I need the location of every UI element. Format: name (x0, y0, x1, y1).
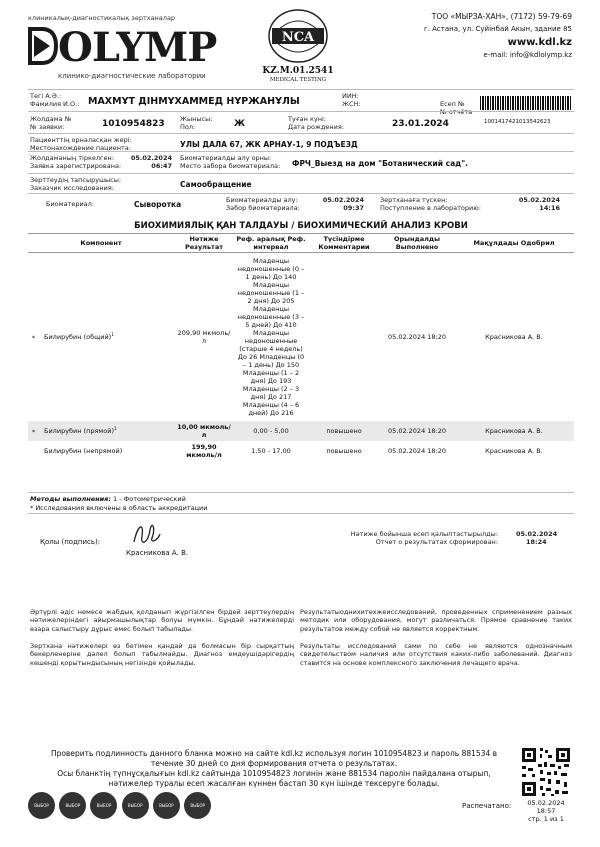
signature-scribble-icon (130, 516, 164, 550)
component-cell: Билирубин (непрямой) (44, 447, 123, 456)
comment-cell: повышено (326, 447, 362, 455)
col-header-result: Нәтиже Результат (174, 234, 234, 253)
table-row (28, 421, 574, 441)
signature-label: Қолы (подпись): (40, 538, 101, 546)
page-number: стр. 1 из 1 (528, 815, 564, 823)
col-header-component: Компонент (28, 234, 174, 253)
col-header-comment: Түсіндірме Комментарии (308, 234, 380, 253)
done-cell: 05.02.2024 18:20 (387, 447, 446, 455)
verification-text (28, 749, 520, 789)
collected-datetime: 05.02.2024 09:37 (322, 196, 364, 212)
divider (28, 151, 574, 152)
divider (28, 89, 574, 90)
col-header-approved: Мақұлдады Одобрил (454, 234, 574, 253)
printed-label: Распечатано: (462, 802, 512, 810)
verification-ru-line-1: Проверить подлинность данного бланка можно на сайте kdl.kz используя логин 1010954823 и пароль 881534 в (50, 749, 498, 758)
award-badge-icon: ВЫБОР ГОДА (90, 792, 117, 819)
company-address: г. Астана, ул. Суйінбай Акын, здание 85 (424, 25, 572, 33)
location-label: Пациенттің орналасқан жері: Местонахождение пациента: (30, 136, 132, 152)
biomaterial: Сыворотка (134, 200, 182, 209)
sex-label: Жынысы: Пол: (180, 115, 213, 131)
logo-d-mark (28, 27, 58, 65)
company-name: ТОО «МЫРЗА-ХАН», (7172) 59-79-69 (431, 12, 572, 21)
divider (28, 513, 574, 514)
company-website[interactable]: www.kdl.kz (507, 37, 572, 48)
approved-cell: Красникова А. В. (485, 333, 543, 341)
col-header-done: Орындалды Выполнено (380, 234, 454, 253)
printed-date: 05.02.2024 (527, 799, 565, 807)
verification-kz-line-1: Осы бланктің түпнұсқалығын kdl.kz сайтында 1010954823 логинін және 881534 паролін пайдалана отырып, (57, 769, 491, 778)
result-cell: 10,00 мкмоль/л (174, 421, 234, 441)
received-label: Зертханаға түскен: Поступление в лабораторию: (380, 196, 481, 212)
table-header-row (28, 234, 574, 253)
biomaterial-label: Биоматериал: (46, 200, 95, 208)
disclaimer-ru-1: Результатыоднихитехжеисследований, проведенных сприменением разных методик или оборудования, могут различаться. Прямое сравнение таких результатов между собой не является корректным. (300, 608, 572, 633)
divider (28, 111, 574, 112)
accreditation-emblem-icon (266, 6, 330, 66)
name-label: Тегі А.Ә.: Фамилия И.О.: (30, 92, 80, 108)
qr-code-icon (520, 746, 572, 798)
collection-place-label: Биоматериалды алу орны: Место забора биоматериала: (180, 154, 281, 170)
logo-name: OLYMP (58, 24, 217, 71)
barcode (480, 96, 572, 110)
comment-cell: повышено (308, 421, 380, 441)
logo (28, 24, 216, 71)
comment-cell (308, 253, 380, 422)
iin-label: ИИН: ЖСН: (342, 92, 361, 108)
customer: Самообращение (180, 180, 252, 189)
table-row (28, 253, 574, 422)
approved-cell: Красникова А. В. (485, 447, 543, 455)
collection-place: ФРЧ_Выезд на дом "Ботанический сад". (292, 159, 468, 168)
dob-label: Туған күні: Дата рождения: (288, 115, 344, 131)
done-cell: 05.02.2024 18:20 (387, 333, 446, 341)
award-badge-icon: ВЫБОР ГОДА (59, 792, 86, 819)
logo-top-text: клиникалық-диагностикалық зертханалар (28, 14, 176, 22)
printed-info (520, 799, 572, 823)
contacts (332, 12, 572, 59)
approved-cell: Красникова А. В. (454, 421, 574, 441)
award-badge-icon: ВЫБОР ГОДА (184, 792, 211, 819)
order-label: Жолдама № № заявки: (30, 115, 72, 131)
company-email[interactable]: e-mail: info@kdlolymp.kz (483, 51, 572, 59)
reference-cell: Младенцы недоношенные (0 – 1 день) До 140 Младенцы недоношенные (1 – 2 дня) До 205 Младенцы недоношенные (3 – 5 дней) До 410 Младенцы недоношенные (старше 4 недель) До 26 Младенцы (0 – 1 день) До 150 Младенцы (1 – 2 дня) До 193 Младенцы (2 – 3 дня) До 217 Младенцы (4 – 6 дней) До 216 (237, 257, 305, 417)
signature-name: Красникова А. В. (126, 549, 189, 557)
table-row (28, 441, 574, 461)
patient-dob: 23.01.2024 (392, 119, 449, 129)
methods (30, 495, 186, 503)
svg-text:NCA: NCA (281, 30, 315, 45)
verification-kz-line-2: нәтижелер туралы есеп жасалған күннен бастап 30 күн ішінде тексеруге болады. (108, 779, 440, 788)
collected-label: Биоматериалды алу: Забор биоматериала: (226, 196, 300, 212)
report-formed-datetime: 05.02.2024 18:24 (516, 530, 558, 546)
accreditation-subtitle: MEDICAL TESTING (269, 77, 327, 83)
methods-text: 1 - Фотометрический (113, 495, 186, 503)
disclaimer-kz-2: Зертхана нәтижелері өз бетімен қандай да болмасын бір сырқаттың бекерленеріне дәлел болып табылмайды. Диагноз емдеушідәрігердің кешенді қорытындысының негізінде қойылады. (30, 642, 294, 667)
reference-cell: 0,00 - 5,00 (234, 421, 308, 441)
results-table (28, 233, 574, 461)
customer-label: Зерттеудің тапсырушысы: Заказчик исследования: (30, 176, 122, 192)
logo-sub-text: клинико-диагностические лаборатории (58, 72, 206, 80)
accreditation-note: * Исследования включены в область аккредитации (30, 504, 208, 512)
divider (28, 492, 574, 493)
report-formed-label: Нәтиже бойынша есеп қалыптастырылды: Отчет о результатах сформирован: (350, 530, 498, 546)
component-cell: * Билирубин (прямой)$^1$ (28, 421, 174, 441)
patient-name: МАХМҰТ ДІНМҰХАММЕД НҰРЖАНҰЛЫ (88, 96, 300, 107)
report-number: 1001417421013542623 (484, 119, 551, 125)
disclaimer-kz-1: Әртүрлі әдіс немесе жабдық қолданып жүргізілген бірдей зерттеулердің нәтижелеріндегі айырмашылықтар болуы мүмкін. Бұндай нәтижелерді өзара салыстыру дұрыс емес болып табылады. (30, 608, 294, 633)
divider (28, 133, 574, 134)
divider (28, 173, 574, 174)
section-title: БИОХИМИЯЛЫҚ ҚАН ТАЛДАУЫ / БИОХИМИЧЕСКИЙ АНАЛИЗ КРОВИ (134, 221, 468, 231)
disclaimer-ru-2: Результаты исследований сами по себе не являются однозначным свидетельством наличия или отсутствия каких-либо заболеваний. Диагноз ставится на основе комплексного заключения лечащего врача. (300, 642, 572, 667)
order-number: 1010954823 (102, 119, 165, 129)
methods-label: Методы выполнения: (30, 495, 111, 503)
done-cell: 05.02.2024 18:20 (380, 421, 454, 441)
registered-label: Жолдаманың тіркелген: Заявка зарегистрирована: (30, 154, 122, 170)
patient-location: УЛЫ ДАЛА 67, ЖК АРНАУ-1, 9 ПОДЪЕЗД (180, 140, 358, 149)
received-datetime: 05.02.2024 14:16 (518, 196, 560, 212)
report-number-label: Есеп № № отчёта (440, 100, 473, 116)
accreditation-code: KZ.M.01.2541 (262, 66, 334, 76)
result-cell: 209,90 мкмоль/л (177, 329, 231, 345)
result-cell: 199,90 мкмоль/л (186, 443, 222, 459)
verification-ru-line-2: течение 30 дней со дня формирования отчета о результатах. (150, 759, 398, 768)
printed-time: 18:57 (536, 807, 556, 815)
award-badge-icon: ВЫБОР ГОДА (153, 792, 180, 819)
divider (28, 193, 574, 194)
reference-cell: 1,50 - 17,00 (251, 447, 291, 455)
col-header-reference: Реф. аралық Реф. интервал (234, 234, 308, 253)
award-badge-icon: ВЫБОР ГОДА (122, 792, 149, 819)
award-badge-icon: ВЫБОР ГОДА (28, 792, 55, 819)
component-cell: * Билирубин (общий)$^1$ (32, 333, 115, 342)
awards-row (28, 792, 213, 836)
patient-sex: Ж (234, 119, 246, 129)
registered-datetime: 05.02.2024 06:47 (130, 154, 172, 170)
